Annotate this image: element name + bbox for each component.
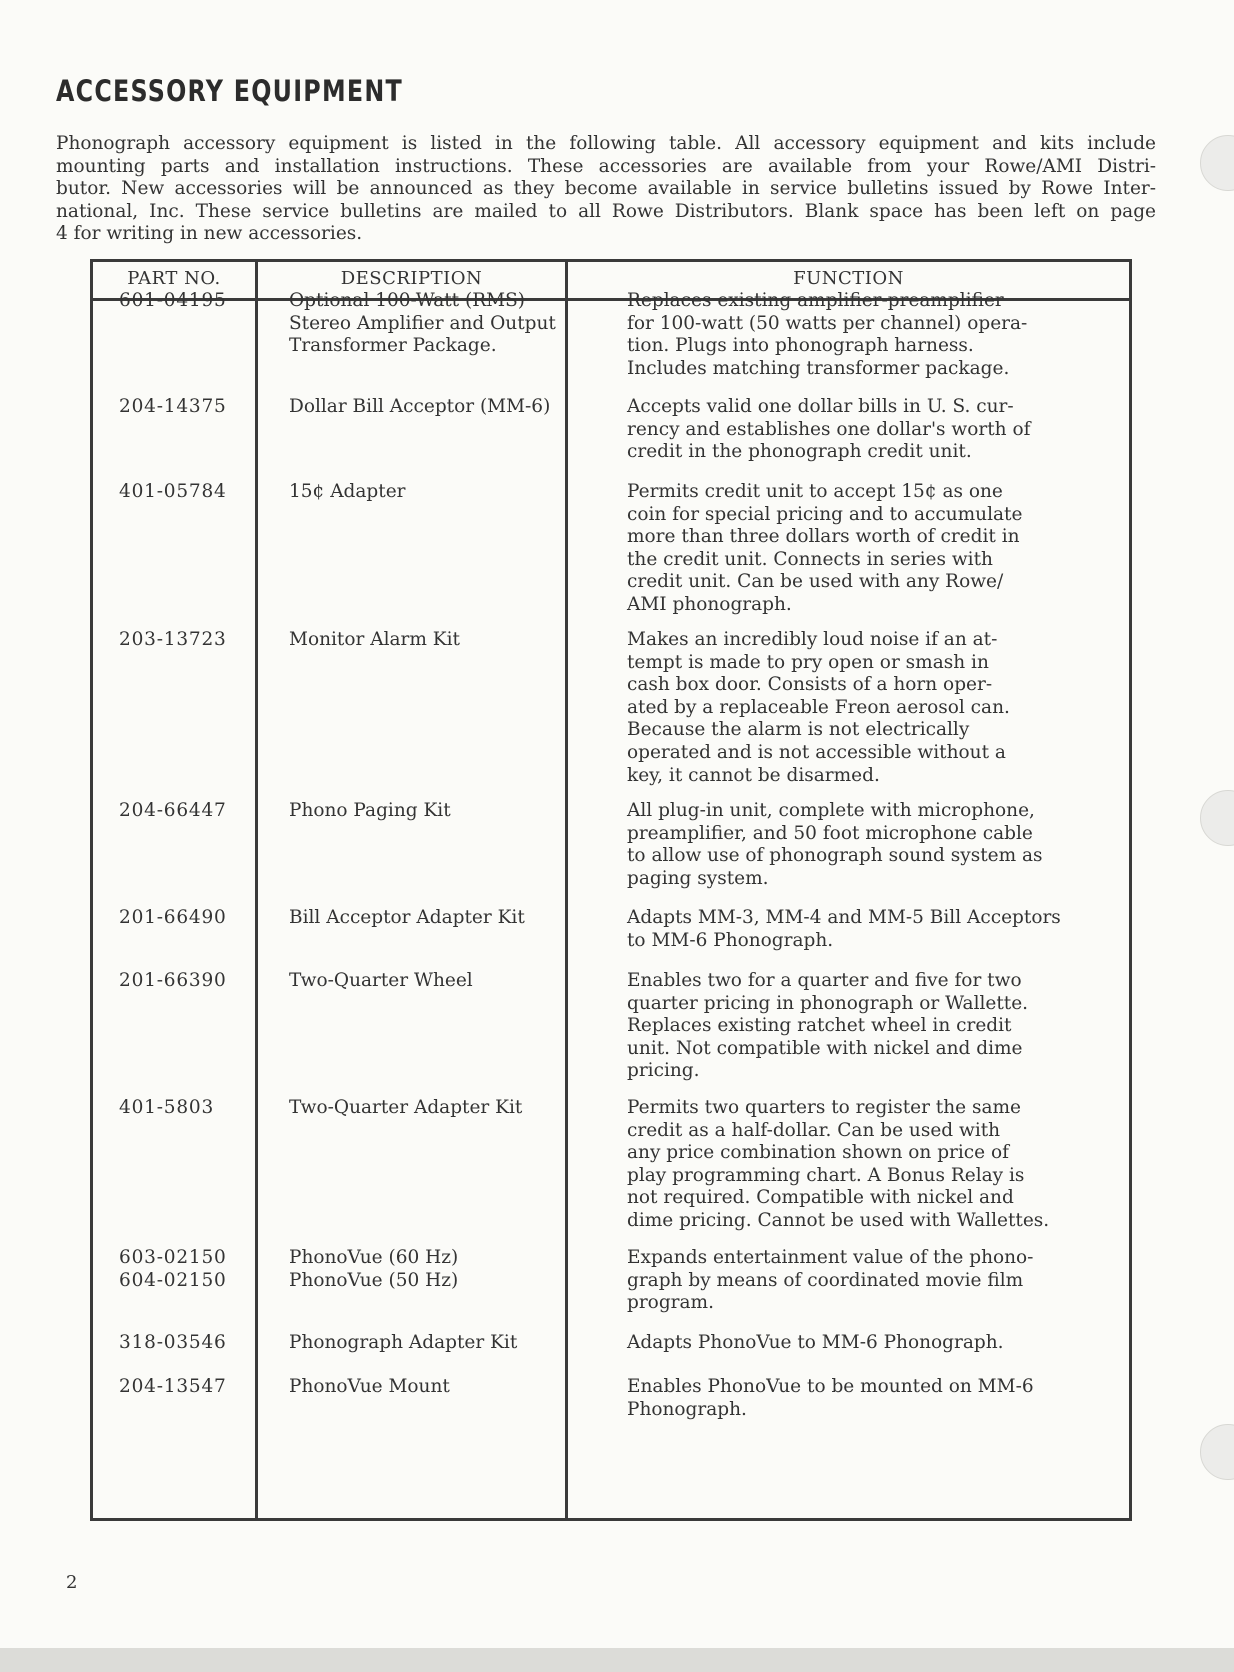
header-description: DESCRIPTION — [340, 268, 483, 289]
function-cell-line: dime pricing. Cannot be used with Wallettes. — [627, 1209, 1050, 1231]
function-cell — [627, 1097, 1117, 1233]
function-cell-line: tempt is made to pry open or smash in — [627, 651, 989, 673]
description-cell-line: Phono Paging Kit — [289, 800, 451, 821]
function-cell — [627, 907, 1117, 952]
part-number-cell-line: 601-04195 — [119, 290, 227, 311]
binder-hole — [1200, 135, 1234, 191]
description-cell — [289, 629, 589, 652]
function-cell-line: Replaces existing ratchet wheel in credit — [627, 1015, 1012, 1037]
function-cell-line: Replaces existing amplifier-preamplifier — [627, 290, 1004, 311]
function-cell-line: ated by a replaceable Freon aerosol can. — [627, 696, 1010, 718]
function-cell-line: program. — [627, 1292, 714, 1314]
function-cell-line: graph by means of coordinated movie film — [627, 1269, 1024, 1291]
function-cell-line: Because the alarm is not electrically — [627, 719, 970, 741]
function-cell — [627, 290, 1117, 380]
function-cell — [627, 1247, 1117, 1315]
function-cell-line: AMI phonograph. — [627, 593, 792, 615]
part-number-cell — [119, 800, 269, 823]
description-cell — [289, 800, 589, 823]
intro-paragraph — [56, 133, 1156, 246]
part-number-cell-line: 201-66390 — [119, 970, 227, 991]
function-cell-line: the credit unit. Connects in series with — [627, 548, 993, 570]
binder-hole — [1200, 1424, 1234, 1480]
description-cell — [289, 396, 589, 419]
function-cell-line: preamplifier, and 50 foot microphone cable — [627, 822, 1033, 844]
part-number-cell-line: 203-13723 — [119, 629, 227, 650]
part-number-cell — [119, 1332, 269, 1355]
function-cell-line: for 100-watt (50 watts per channel) opera- — [627, 312, 1028, 334]
function-cell — [627, 396, 1117, 464]
function-cell-line: Adapts PhonoVue to MM-6 Phonograph. — [627, 1332, 1004, 1353]
part-number-cell-line: 401-5803 — [119, 1097, 215, 1118]
description-cell-line: 15¢ Adapter — [289, 481, 406, 502]
function-cell-line: operated and is not accessible without a — [627, 741, 1006, 763]
function-cell-line: pricing. — [627, 1060, 700, 1082]
function-cell-line: credit as a half-dollar. Can be used with — [627, 1119, 1001, 1141]
function-cell — [627, 1376, 1117, 1421]
function-cell-line: Permits credit unit to accept 15¢ as one — [627, 481, 1003, 502]
description-cell-line: PhonoVue Mount — [289, 1376, 450, 1397]
description-cell-line: Dollar Bill Acceptor (MM-6) — [289, 396, 551, 417]
description-cell — [289, 1332, 589, 1355]
page-title: ACCESSORY EQUIPMENT — [56, 74, 403, 108]
function-cell-line: Expands entertainment value of the phono- — [627, 1247, 1034, 1268]
part-number-cell-line: 201-66490 — [119, 907, 227, 928]
part-number-cell-line: 318-03546 — [119, 1332, 227, 1353]
function-cell-line: any price combination shown on price of — [627, 1142, 1009, 1164]
function-cell-line: not required. Compatible with nickel and — [627, 1187, 1014, 1209]
description-cell-line: PhonoVue (60 Hz) — [289, 1247, 459, 1268]
function-cell-line: unit. Not compatible with nickel and dime — [627, 1037, 1023, 1059]
intro-line: national, Inc. These service bulletins are mailed to all Rowe Distributors. Blank space has been left on page — [56, 200, 1156, 222]
function-cell — [627, 629, 1117, 787]
description-cell-line: Two-Quarter Adapter Kit — [289, 1097, 523, 1118]
function-cell — [627, 481, 1117, 617]
intro-line: mounting parts and installation instructions. These accessories are available from your Rowe/AMI Distri- — [56, 155, 1156, 177]
function-cell — [627, 800, 1117, 890]
description-cell-line: Bill Acceptor Adapter Kit — [289, 907, 525, 928]
function-cell-line: Phonograph. — [627, 1398, 747, 1420]
description-cell-line: Two-Quarter Wheel — [289, 970, 473, 991]
function-cell-line: Accepts valid one dollar bills in U. S. cur- — [627, 396, 1014, 417]
function-cell-line: key, it cannot be disarmed. — [627, 764, 880, 786]
description-cell — [289, 1247, 589, 1292]
function-cell-line: cash box door. Consists of a horn oper- — [627, 674, 993, 696]
accessory-table — [90, 259, 1132, 1521]
function-cell-line: Adapts MM-3, MM-4 and MM-5 Bill Acceptors — [627, 907, 1061, 928]
binder-hole — [1200, 790, 1234, 846]
part-number-cell-line: 204-14375 — [119, 396, 227, 417]
function-cell-line: tion. Plugs into phonograph harness. — [627, 335, 974, 357]
intro-line: Phonograph accessory equipment is listed in the following table. All accessory equipment and kits include — [56, 133, 1156, 154]
description-cell-line: Transformer Package. — [289, 335, 497, 357]
function-cell — [627, 970, 1117, 1083]
function-cell-line: Enables PhonoVue to be mounted on MM-6 — [627, 1376, 1034, 1397]
header-part-no: PART NO. — [127, 268, 221, 289]
part-number-cell — [119, 1376, 269, 1399]
page-number: 2 — [66, 1572, 78, 1593]
description-cell — [289, 1376, 589, 1399]
description-cell-line: Optional 100-Watt (RMS) — [289, 290, 525, 311]
function-cell-line: credit unit. Can be used with any Rowe/ — [627, 571, 1004, 593]
part-number-cell-line: 204-66447 — [119, 800, 227, 821]
description-cell-line: Monitor Alarm Kit — [289, 629, 460, 650]
intro-line: 4 for writing in new accessories. — [56, 223, 363, 244]
part-number-cell — [119, 481, 269, 504]
part-number-cell-line: 401-05784 — [119, 481, 227, 502]
description-cell — [289, 970, 589, 993]
column-divider — [255, 262, 258, 1518]
function-cell-line: All plug-in unit, complete with microphone, — [627, 800, 1035, 821]
part-number-cell — [119, 907, 269, 930]
description-cell-line: Phonograph Adapter Kit — [289, 1332, 518, 1353]
description-cell — [289, 1097, 589, 1120]
part-number-cell-line: 204-13547 — [119, 1376, 227, 1397]
part-number-cell — [119, 1247, 269, 1292]
function-cell-line: quarter pricing in phonograph or Wallette. — [627, 992, 1029, 1014]
scan-edge — [0, 1648, 1234, 1672]
function-cell-line: credit in the phonograph credit unit. — [627, 441, 972, 463]
description-cell — [289, 290, 589, 358]
function-cell-line: Makes an incredibly loud noise if an at- — [627, 629, 998, 650]
part-number-cell — [119, 1097, 269, 1120]
function-cell-line: play programming chart. A Bonus Relay is — [627, 1164, 1025, 1186]
function-cell — [627, 1332, 1117, 1355]
function-cell-line: more than three dollars worth of credit in — [627, 526, 1020, 548]
column-divider — [565, 262, 568, 1518]
function-cell-line: paging system. — [627, 867, 769, 889]
function-cell-line: to MM-6 Phonograph. — [627, 929, 834, 951]
description-cell-line: Stereo Amplifier and Output — [289, 312, 556, 334]
part-number-cell — [119, 629, 269, 652]
function-cell-line: coin for special pricing and to accumulate — [627, 503, 1023, 525]
header-function: FUNCTION — [793, 268, 904, 289]
description-cell-line: PhonoVue (50 Hz) — [289, 1269, 459, 1291]
function-cell-line: Permits two quarters to register the same — [627, 1097, 1021, 1118]
description-cell — [289, 481, 589, 504]
function-cell-line: rency and establishes one dollar's worth of — [627, 418, 1031, 440]
part-number-cell-line: 604-02150 — [119, 1269, 227, 1291]
part-number-cell — [119, 970, 269, 993]
function-cell-line: Includes matching transformer package. — [627, 357, 1010, 379]
part-number-cell — [119, 396, 269, 419]
function-cell-line: Enables two for a quarter and five for two — [627, 970, 1022, 991]
function-cell-line: to allow use of phonograph sound system as — [627, 845, 1043, 867]
part-number-cell-line: 603-02150 — [119, 1247, 227, 1268]
part-number-cell — [119, 290, 269, 313]
description-cell — [289, 907, 589, 930]
intro-line: butor. New accessories will be announced as they become available in service bulletins issued by Rowe Inter- — [56, 178, 1156, 199]
